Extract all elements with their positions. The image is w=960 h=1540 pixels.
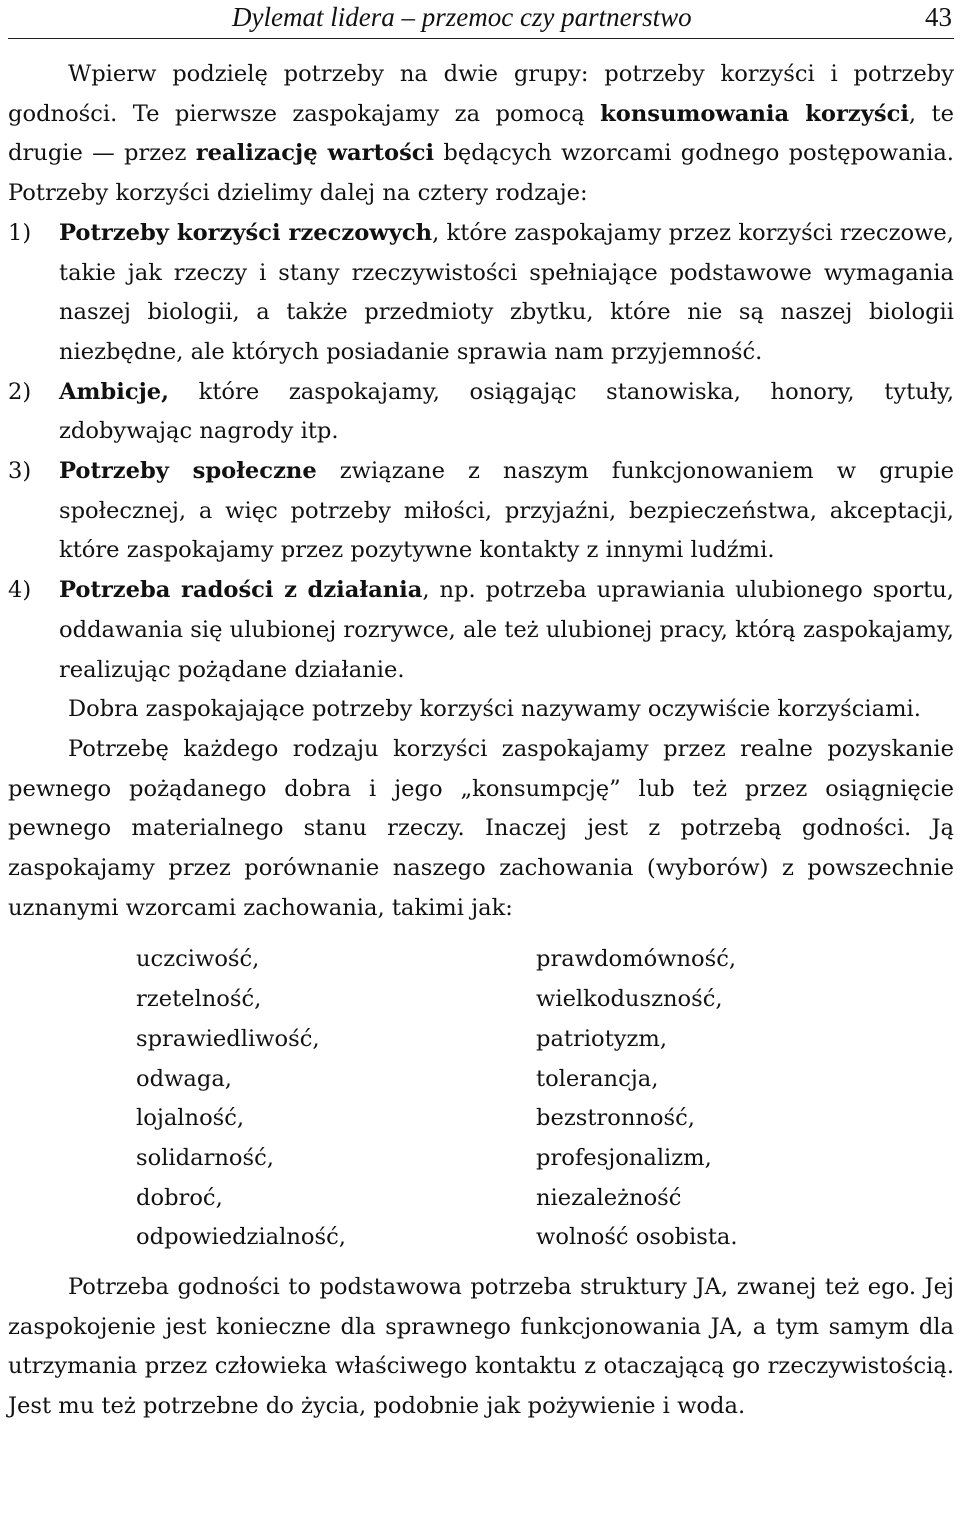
bold-term: konsumowania korzyści	[600, 100, 909, 127]
value-item: lojalność,	[136, 1105, 245, 1132]
value-item: solidarność,	[136, 1144, 274, 1171]
text-run: , te drugie — przez	[8, 100, 954, 167]
text-run: Wpierw podzielę potrzeby na dwie grupy: potrzeby korzyści i potrzeby godności. Te pierwsze zaspokajamy za pomocą	[8, 61, 954, 127]
list-item	[8, 373, 954, 452]
value-item: prawdomówność,	[536, 946, 737, 973]
value-item: profesjonalizm,	[536, 1144, 712, 1171]
list-item	[8, 214, 954, 373]
value-item: patriotyzm,	[536, 1025, 667, 1052]
value-item: sprawiedliwość,	[136, 1025, 320, 1052]
bold-term: Potrzeba radości z działania	[59, 577, 423, 604]
item-text: , np. potrzeba uprawiania ulubionego sportu, oddawania się ulubionej rozrywce, ale też ulubionej pracy, którą zaspokajamy, realizując pożądane działanie.	[59, 577, 954, 683]
bold-term: Ambicje,	[59, 378, 169, 405]
item-text: które zaspokajamy, osiągając stanowiska, honory, tytuły, zdobywając nagrody itp.	[59, 378, 954, 445]
text-run: będących wzorcami godnego postępowania. Potrzeby korzyści dzielimy dalej na cztery rodzaje:	[8, 140, 954, 207]
item-text: , które zaspokajamy przez korzyści rzeczowe, takie jak rzeczy i stany rzeczywistości spełniające podstawowe wymagania naszej biologii, a także przedmioty zbytku, które nie są naszej biologii niezbędne, ale których posiadanie sprawia nam przyjemność.	[59, 219, 954, 365]
page-body	[8, 55, 954, 1427]
item-number: 3)	[8, 458, 32, 485]
item-number: 1)	[8, 219, 32, 246]
header-title: Dylemat lidera – przemoc czy partnerstwo	[232, 2, 692, 32]
running-header	[8, 0, 954, 39]
value-item: tolerancja,	[536, 1065, 659, 1092]
item-number: 4)	[8, 577, 32, 604]
value-item: odwaga,	[136, 1065, 232, 1092]
value-item: rzetelność,	[136, 986, 262, 1013]
value-item: wolność osobista.	[536, 1224, 738, 1251]
item-text: związane z naszym funkcjonowaniem w grupie społecznej, a więc potrzeby miłości, przyjaźni, bezpieczeństwa, akceptacji, które zaspokajamy przez pozytywne kontakty z innymi ludźmi.	[59, 458, 954, 564]
bold-term: realizację wartości	[195, 140, 435, 167]
bold-term: Potrzeby korzyści rzeczowych	[59, 219, 433, 246]
paragraph-godnosc: Potrzebę każdego rodzaju korzyści zaspokajamy przez realne pozyskanie pewnego pożądanego dobra i jego „konsumpcję” lub też przez osiągnięcie pewnego materialnego stanu rzeczy. Inaczej jest z potrzebą godności. Ją zaspokajamy przez porównanie naszego zachowania (wyborów) z powszechnie uznanymi wzorcami zachowania, takimi jak:	[8, 735, 954, 921]
paragraph-korzysci: Dobra zaspokajające potrzeby korzyści nazywamy oczywiście korzyściami.	[68, 696, 921, 723]
paragraph-intro	[8, 55, 954, 214]
item-number: 2)	[8, 378, 32, 405]
value-item: wielkoduszność,	[536, 986, 723, 1013]
values-list	[136, 940, 954, 1258]
value-item: odpowiedzialność,	[136, 1224, 346, 1251]
value-item: niezależność	[536, 1184, 682, 1211]
page-number: 43	[925, 2, 952, 32]
list-item	[8, 452, 954, 571]
value-item: bezstronność,	[536, 1105, 695, 1132]
value-item: uczciwość,	[136, 946, 260, 973]
list-item	[8, 571, 954, 690]
bold-term: Potrzeby społeczne	[59, 458, 317, 485]
value-item: dobroć,	[136, 1184, 223, 1211]
paragraph-ego: Potrzeba godności to podstawowa potrzeba struktury JA, zwanej też ego. Jej zaspokojenie jest konieczne dla sprawnego funkcjonowania JA, a tym samym dla utrzymania przez człowieka właściwego kontaktu z otaczającą go rzeczywistością. Jest mu też potrzebne do życia, podobnie jak pożywienie i woda.	[8, 1273, 954, 1420]
